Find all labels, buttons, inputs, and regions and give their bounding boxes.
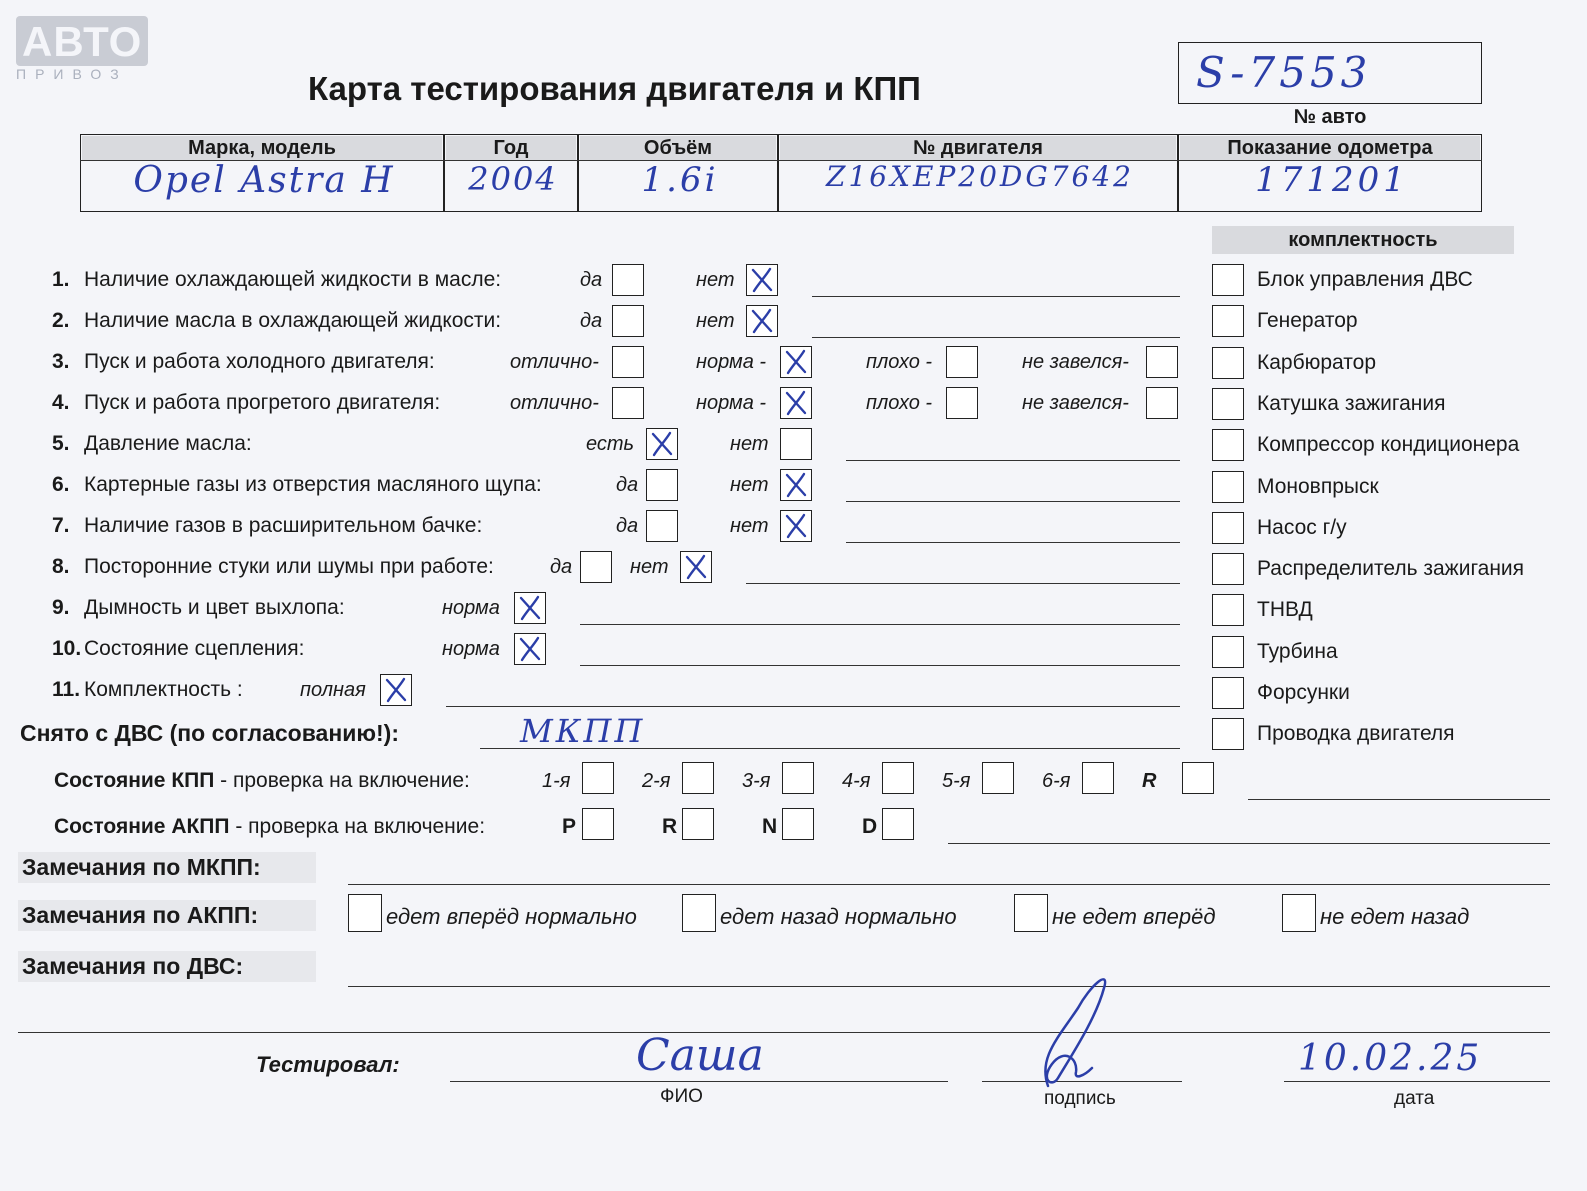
checklist-1-checkbox-1[interactable]	[612, 264, 644, 296]
header-value-volume[interactable]: 1.6i	[641, 160, 719, 200]
signature-mark	[1018, 968, 1128, 1098]
checklist-item-number: 2.	[52, 309, 70, 332]
checklist-11-comment-line	[446, 706, 1180, 707]
komplekt-checkbox-9[interactable]	[1212, 594, 1244, 626]
checklist-option-label: норма	[442, 597, 500, 619]
checklist-option-label: отлично-	[510, 392, 599, 414]
komplekt-title: комплектность	[1212, 226, 1514, 254]
check-mark-icon	[515, 593, 545, 623]
auto-number-label: № авто	[1293, 106, 1367, 128]
tested-label: Тестировал:	[256, 1052, 400, 1077]
kpp-label-bold: Состояние КПП	[54, 769, 215, 792]
checklist-option-label: нет	[730, 474, 769, 496]
checklist-5-checkbox-2[interactable]	[780, 428, 812, 460]
checklist-option-label: не завелся-	[1022, 392, 1129, 414]
checklist-option-label: полная	[300, 679, 366, 701]
komplekt-checkbox-8[interactable]	[1212, 553, 1244, 585]
kpp-label	[54, 769, 470, 793]
akpp-remark-checkbox-3[interactable]	[1014, 894, 1048, 932]
komplekt-item-12: Проводка двигателя	[1257, 722, 1455, 746]
check-mark-icon	[747, 306, 777, 336]
checklist-11-checkbox-1[interactable]	[380, 674, 412, 706]
checklist-item-number: 3.	[52, 350, 70, 373]
checklist-7-checkbox-2[interactable]	[780, 510, 812, 542]
remarks-dvs-label: Замечания по ДВС:	[18, 951, 316, 982]
checklist-item-number: 7.	[52, 514, 70, 537]
check-mark-icon	[781, 470, 811, 500]
checklist-1-comment-line	[812, 296, 1180, 297]
kpp-label-rest: - проверка на включение:	[214, 769, 470, 792]
check-mark-icon	[781, 347, 811, 377]
checklist-option-label: да	[580, 269, 603, 291]
checklist-option-label: да	[616, 515, 639, 537]
kpp-gear-label: R	[1142, 770, 1157, 792]
checklist-10-checkbox-1[interactable]	[514, 633, 546, 665]
auto-number-value: S-7553	[1196, 48, 1372, 97]
checklist-option-label: да	[550, 556, 573, 578]
header-value-year[interactable]: 2004	[468, 160, 558, 198]
fio-line	[450, 1081, 948, 1082]
checklist-3-checkbox-2[interactable]	[780, 346, 812, 378]
checklist-item-label: Давление масла:	[84, 432, 252, 455]
checklist-item-number: 9.	[52, 596, 70, 619]
checklist-9-checkbox-1[interactable]	[514, 592, 546, 624]
akpp-remark-label: едет вперёд нормально	[386, 904, 637, 929]
akpp-line	[948, 843, 1550, 844]
komplekt-checkbox-4[interactable]	[1212, 388, 1244, 420]
checklist-option-label: норма	[442, 638, 500, 660]
remarks-dvs-line	[348, 986, 1550, 987]
check-mark-icon	[381, 675, 411, 705]
checklist-item-label: Наличие газов в расширительном бачке:	[84, 514, 483, 537]
checklist-item-label: Пуск и работа холодного двигателя:	[84, 350, 435, 373]
remarks-akpp-label: Замечания по АКПП:	[18, 900, 316, 931]
kpp-gear-label: 6-я	[1042, 770, 1071, 792]
checklist-item-number: 6.	[52, 473, 70, 496]
checklist-3-checkbox-3[interactable]	[946, 346, 978, 378]
komplekt-item-11: Форсунки	[1257, 681, 1350, 704]
date-label: дата	[1394, 1088, 1435, 1109]
akpp-remark-checkbox-4[interactable]	[1282, 894, 1316, 932]
komplekt-checkbox-3[interactable]	[1212, 347, 1244, 379]
checklist-option-label: нет	[730, 515, 769, 537]
date-line	[1284, 1081, 1550, 1082]
check-mark-icon	[681, 552, 711, 582]
logo	[16, 16, 148, 66]
checklist-option-label: нет	[696, 310, 735, 332]
checklist-item-label: Наличие охлаждающей жидкости в масле:	[84, 268, 502, 291]
checklist-option-label: плохо -	[866, 351, 933, 373]
checklist-item-label: Дымность и цвет выхлопа:	[84, 596, 345, 619]
checklist-item-label: Посторонние стуки или шумы при работе:	[84, 555, 494, 578]
header-label-engine-number: № двигателя	[780, 136, 1176, 160]
checklist-option-label: да	[580, 310, 603, 332]
checklist-option-label: нет	[696, 269, 735, 291]
header-label-make-model: Марка, модель	[82, 136, 442, 160]
checklist-5-comment-line	[846, 460, 1180, 461]
checklist-item-1	[52, 268, 501, 292]
komplekt-item-9: ТНВД	[1257, 598, 1313, 622]
checklist-2-checkbox-1[interactable]	[612, 305, 644, 337]
akpp-gear-label: N	[762, 815, 778, 838]
kpp-gear-checkbox-5[interactable]	[982, 762, 1014, 794]
checklist-item-number: 8.	[52, 555, 70, 578]
komplekt-item-1: Блок управления ДВС	[1257, 268, 1473, 291]
akpp-gear-label: R	[662, 815, 678, 838]
checklist-4-checkbox-1[interactable]	[612, 387, 644, 419]
komplekt-item-3: Карбюратор	[1257, 350, 1377, 374]
checklist-item-4	[52, 391, 440, 415]
signature-label: подпись	[1044, 1088, 1116, 1109]
removed-value[interactable]: МКПП	[520, 712, 646, 750]
komplekt-item-10: Турбина	[1257, 639, 1338, 663]
akpp-label	[54, 815, 485, 839]
checklist-item-number: 5.	[52, 432, 70, 455]
kpp-gear-label: 1-я	[542, 770, 571, 792]
check-mark-icon	[781, 388, 811, 418]
akpp-gear-checkbox-2[interactable]	[682, 808, 714, 840]
kpp-gear-label: 5-я	[942, 770, 971, 792]
checklist-9-comment-line	[580, 624, 1180, 625]
checklist-option-label: есть	[586, 433, 635, 455]
kpp-gear-checkbox-3[interactable]	[782, 762, 814, 794]
checklist-option-label: нет	[630, 556, 669, 578]
check-mark-icon	[515, 634, 545, 664]
kpp-gear-label: 2-я	[642, 770, 671, 792]
checklist-option-label: плохо -	[866, 392, 933, 414]
checklist-7-checkbox-1[interactable]	[646, 510, 678, 542]
fio-value[interactable]: Саша	[636, 1030, 764, 1081]
komplekt-item-4: Катушка зажигания	[1257, 391, 1446, 415]
komplekt-item-5: Компрессор кондиционера	[1257, 433, 1520, 457]
checklist-item-number: 10.	[52, 637, 82, 660]
header-label-odometer: Показание одометра	[1180, 136, 1480, 160]
akpp-label-bold: Состояние АКПП	[54, 815, 230, 838]
komplekt-checkbox-11[interactable]	[1212, 677, 1244, 709]
checklist-item-8	[52, 555, 494, 579]
komplekt-checkbox-10[interactable]	[1212, 636, 1244, 668]
kpp-gear-checkbox-1[interactable]	[582, 762, 614, 794]
kpp-gear-checkbox-6[interactable]	[1082, 762, 1114, 794]
logo-sub: ПРИВОЗ	[16, 66, 128, 82]
komplekt-checkbox-6[interactable]	[1212, 471, 1244, 503]
header-label-volume: Объём	[580, 136, 776, 160]
akpp-gear-checkbox-1[interactable]	[582, 808, 614, 840]
remarks-mkpp-label: Замечания по МКПП:	[18, 852, 316, 883]
header-value-make-model[interactable]: Opel Astra H	[133, 160, 395, 201]
akpp-remark-checkbox-2[interactable]	[682, 894, 716, 932]
kpp-gear-checkbox-2[interactable]	[682, 762, 714, 794]
komplekt-item-7: Насос г/у	[1257, 515, 1347, 539]
kpp-line	[1248, 799, 1550, 800]
checklist-item-number: 1.	[52, 268, 70, 291]
checklist-item-3	[52, 350, 435, 374]
check-mark-icon	[781, 511, 811, 541]
akpp-remark-label: едет назад нормально	[720, 904, 957, 929]
checklist-1-checkbox-2[interactable]	[746, 264, 778, 296]
logo-main: АВТО	[22, 18, 143, 65]
checklist-option-label: не завелся-	[1022, 351, 1129, 373]
checklist-item-9	[52, 596, 345, 620]
checklist-item-number: 4.	[52, 391, 70, 414]
checklist-10-comment-line	[580, 665, 1180, 666]
checklist-item-5	[52, 432, 252, 456]
checklist-6-checkbox-1[interactable]	[646, 469, 678, 501]
kpp-gear-checkbox-4[interactable]	[882, 762, 914, 794]
checklist-2-comment-line	[812, 337, 1180, 338]
kpp-gear-label: 3-я	[742, 770, 771, 792]
checklist-8-checkbox-1[interactable]	[580, 551, 612, 583]
akpp-gear-checkbox-3[interactable]	[782, 808, 814, 840]
checklist-7-comment-line	[846, 542, 1180, 543]
komplekt-checkbox-1[interactable]	[1212, 264, 1244, 296]
akpp-remark-label: не едет назад	[1320, 904, 1470, 929]
akpp-gear-label: D	[862, 815, 878, 838]
komplekt-checkbox-7[interactable]	[1212, 512, 1244, 544]
checklist-4-checkbox-4[interactable]	[1146, 387, 1178, 419]
kpp-gear-label: 4-я	[842, 770, 871, 792]
checklist-item-label: Пуск и работа прогретого двигателя:	[84, 391, 441, 414]
header-label-year: Год	[446, 136, 576, 160]
akpp-gear-label: P	[562, 815, 577, 838]
checklist-item-label: Наличие масла в охлаждающей жидкости:	[84, 309, 502, 332]
komplekt-item-2: Генератор	[1257, 309, 1358, 333]
checklist-6-comment-line	[846, 501, 1180, 502]
checklist-option-label: нет	[730, 433, 769, 455]
checklist-5-checkbox-1[interactable]	[646, 428, 678, 460]
akpp-remark-label: не едет вперёд	[1052, 904, 1216, 929]
header-value-odometer[interactable]: 171201	[1255, 160, 1409, 200]
remarks-extra-line	[18, 1032, 1550, 1033]
header-divider	[80, 160, 1482, 161]
komplekt-checkbox-12[interactable]	[1212, 718, 1244, 750]
remarks-mkpp-line	[348, 884, 1550, 885]
date-value[interactable]: 10.02.25	[1298, 1038, 1483, 1079]
checklist-8-checkbox-2[interactable]	[680, 551, 712, 583]
checklist-item-6	[52, 473, 542, 497]
check-mark-icon	[647, 429, 677, 459]
checklist-4-checkbox-3[interactable]	[946, 387, 978, 419]
komplekt-item-6: Моновпрыск	[1257, 474, 1379, 498]
removed-label: Снято с ДВС (по согласованию!):	[20, 720, 399, 746]
checklist-3-checkbox-1[interactable]	[612, 346, 644, 378]
checklist-3-checkbox-4[interactable]	[1146, 346, 1178, 378]
checklist-item-label: Картерные газы из отверстия масляного щупа:	[84, 473, 542, 496]
checklist-8-comment-line	[746, 583, 1180, 584]
checklist-option-label: норма -	[696, 392, 767, 414]
header-value-engine-number[interactable]: Z16XEP20DG7642	[826, 160, 1134, 193]
akpp-remark-checkbox-1[interactable]	[348, 894, 382, 932]
kpp-gear-checkbox-7[interactable]	[1182, 762, 1214, 794]
checklist-6-checkbox-2[interactable]	[780, 469, 812, 501]
check-mark-icon	[747, 265, 777, 295]
checklist-item-7	[52, 514, 482, 538]
checklist-item-number: 11.	[52, 678, 81, 701]
komplekt-checkbox-5[interactable]	[1212, 429, 1244, 461]
komplekt-item-8: Распределитель зажигания	[1257, 557, 1525, 581]
checklist-item-10	[52, 637, 304, 661]
page-title: Карта тестирования двигателя и КПП	[308, 70, 921, 107]
akpp-gear-checkbox-4[interactable]	[882, 808, 914, 840]
komplekt-checkbox-2[interactable]	[1212, 305, 1244, 337]
checklist-option-label: да	[616, 474, 639, 496]
checklist-2-checkbox-2[interactable]	[746, 305, 778, 337]
fio-label: ФИО	[660, 1086, 703, 1107]
checklist-option-label: отлично-	[510, 351, 599, 373]
checklist-4-checkbox-2[interactable]	[780, 387, 812, 419]
checklist-item-label: Комплектность :	[84, 678, 243, 701]
checklist-item-2	[52, 309, 501, 333]
checklist-item-11	[52, 678, 243, 702]
checklist-item-label: Состояние сцепления:	[84, 637, 305, 660]
akpp-label-rest: - проверка на включение:	[229, 815, 486, 838]
checklist-option-label: норма -	[696, 351, 767, 373]
